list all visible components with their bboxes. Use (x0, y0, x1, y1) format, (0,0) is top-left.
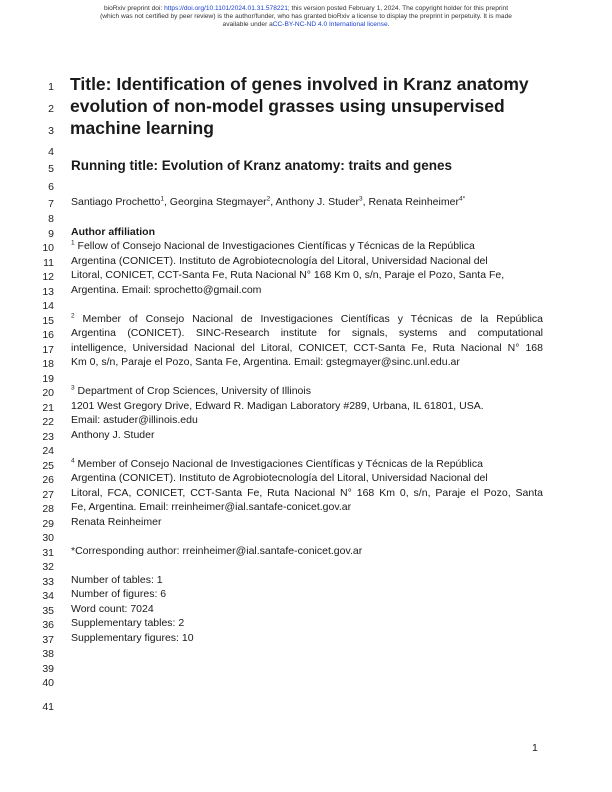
line-number: 6 (48, 181, 54, 193)
line-number: 23 (42, 431, 54, 443)
author-superscript: 3 (359, 195, 363, 203)
affiliation-1-line-3: Litoral, CONICET, CCT-Santa Fe, Ruta Nacional N° 168 Km 0, s/n, Paraje el Pozo, Santa Fe, (71, 269, 505, 281)
author-superscript: 2 (266, 195, 271, 203)
line-number: 29 (42, 518, 54, 530)
banner-prefix: bioRxiv preprint doi: (103, 5, 165, 12)
count-tables: Number of tables: 1 (71, 574, 163, 586)
count-figures: Number of figures: 6 (71, 588, 167, 600)
affiliation-2-line-4: Km 0, s/n, Paraje el Pozo, Santa Fe, Argentina. Email: gstegmayer@sinc.unl.edu.ar (71, 356, 460, 368)
page-number: 1 (532, 742, 538, 754)
affiliation-superscript: 3 (71, 384, 75, 392)
count-supp-tables: Supplementary tables: 2 (71, 617, 185, 629)
count-supp-figures: Supplementary figures: 10 (71, 632, 194, 644)
affiliation-3-contact: Anthony J. Studer (71, 429, 155, 441)
banner-license-prefix: available under a (222, 21, 273, 28)
affiliation-3-email: Email: astuder@illinois.edu (71, 414, 198, 426)
affiliation-4-line-2: Argentina (CONICET). Instituto de Agrobiotecnología del Litoral, Universidad Nacional del (71, 472, 488, 484)
line-number: 16 (42, 329, 54, 341)
author-superscript: 1 (160, 195, 164, 203)
line-number: 36 (42, 619, 54, 631)
affiliation-4-line-3: Litoral, FCA, CONICET, CCT-Santa Fe, Ruta Nacional N° 168 Km 0, s/n, Paraje el Pozo, Santa (71, 487, 543, 499)
author-list (71, 195, 543, 210)
affiliation-text: Department of Crop Sciences, University of Illinois (74, 385, 311, 397)
affiliation-1-line-2: Argentina (CONICET). Instituto de Agrobiotecnología del Litoral, Universidad Nacional del (71, 255, 488, 267)
line-number: 31 (42, 547, 54, 559)
affiliation-text: Member of Consejo Nacional de Investigaciones Científicas y Técnicas de la República (74, 458, 483, 470)
affiliation-2-line-1 (71, 312, 543, 327)
affiliation-superscript: 4 (71, 457, 75, 465)
line-number: 40 (42, 677, 54, 689)
paper-title-line-3: machine learning (70, 118, 214, 138)
affiliation-1-line-1 (71, 239, 543, 254)
author-name: , Renata Reinheimer (362, 196, 459, 208)
line-number: 10 (42, 242, 54, 254)
line-number: 9 (48, 228, 54, 240)
affiliation-superscript: 2 (71, 312, 75, 320)
line-number: 41 (42, 701, 54, 713)
line-number: 20 (42, 387, 54, 399)
line-number: 15 (42, 315, 54, 327)
affiliation-3-line-1 (71, 384, 543, 399)
line-number: 34 (42, 590, 54, 602)
line-number: 12 (42, 271, 54, 283)
line-number: 38 (42, 648, 54, 660)
banner-line-1 (40, 5, 572, 13)
line-number: 22 (42, 416, 54, 428)
preprint-banner (40, 5, 572, 29)
line-number: 35 (42, 605, 54, 617)
line-number: 3 (48, 125, 54, 137)
line-number: 13 (42, 286, 54, 298)
affiliation-text: Member of Consejo Nacional de Investigaciones Científicas y Técnicas de la República (74, 313, 543, 325)
line-number: 21 (42, 402, 54, 414)
affiliation-4-line-4: Fe, Argentina. Email: rreinheimer@ial.santafe-conicet.gov.ar (71, 501, 352, 513)
paper-title-line-2: evolution of non-model grasses using unsupervised (70, 96, 505, 116)
affiliation-text: Fellow of Consejo Nacional de Investigaciones Científicas y Técnicas de la República (74, 240, 475, 252)
line-number: 32 (42, 561, 54, 573)
line-number: 26 (42, 474, 54, 486)
license-link[interactable]: CC-BY-NC-ND 4.0 International license (272, 21, 388, 28)
line-number: 30 (42, 532, 54, 544)
affiliation-2-line-3: intelligence, Universidad Nacional del Litoral, CONICET, CCT-Santa Fe, Ruta Nacional N° 168 (71, 342, 543, 354)
line-number: 19 (42, 373, 54, 385)
banner-line-2: (which was not certified by peer review) is the author/funder, who has granted bioRxiv a license to display the preprint in perpetuity. It is made (100, 13, 512, 20)
line-number: 18 (42, 358, 54, 370)
author-name: , Anthony J. Studer (270, 196, 360, 208)
affiliation-heading: Author affiliation (71, 226, 155, 238)
line-number: 33 (42, 576, 54, 588)
affiliation-1-line-4: Argentina. Email: sprochetto@gmail.com (71, 284, 262, 296)
doi-link[interactable]: https://doi.org/10.1101/2024.01.31.578221 (164, 5, 288, 12)
line-number: 14 (42, 300, 54, 312)
affiliation-3-line-2: 1201 West Gregory Drive, Edward R. Madigan Laboratory #289, Urbana, IL 61801, USA. (71, 400, 484, 412)
line-number: 39 (42, 663, 54, 675)
line-number: 37 (42, 634, 54, 646)
count-words: Word count: 7024 (71, 603, 154, 615)
line-number: 24 (42, 445, 54, 457)
banner-license-suffix: . (387, 21, 390, 28)
line-number: 1 (48, 81, 54, 93)
line-number: 25 (42, 460, 54, 472)
banner-line-3 (40, 21, 572, 29)
line-number: 7 (48, 198, 54, 210)
line-number: 8 (48, 213, 54, 225)
line-number: 17 (42, 344, 54, 356)
corresponding-author: *Corresponding author: rreinheimer@ial.santafe-conicet.gov.ar (71, 545, 363, 557)
affiliation-superscript: 1 (71, 239, 75, 247)
affiliation-4-line-1 (71, 457, 543, 472)
line-number: 4 (48, 146, 54, 158)
line-number: 11 (43, 257, 54, 269)
running-title: Running title: Evolution of Kranz anatomy: traits and genes (71, 158, 453, 173)
author-name: , Georgina Stegmayer (163, 196, 267, 208)
line-number: 2 (48, 103, 54, 115)
affiliation-2-line-2: Argentina (CONICET). SINC-Research institute for signals, systems and computational (71, 327, 543, 339)
line-number: 5 (48, 163, 54, 175)
line-number: 28 (42, 503, 54, 515)
affiliation-4-contact: Renata Reinheimer (71, 516, 162, 528)
author-superscript: 4* (458, 195, 466, 203)
author-name: Santiago Prochetto (71, 196, 161, 208)
banner-suffix: ; this version posted February 1, 2024. The copyright holder for this preprint (287, 5, 509, 12)
line-number: 27 (42, 489, 54, 501)
paper-title-line-1: Title: Identification of genes involved in Kranz anatomy (70, 74, 529, 94)
